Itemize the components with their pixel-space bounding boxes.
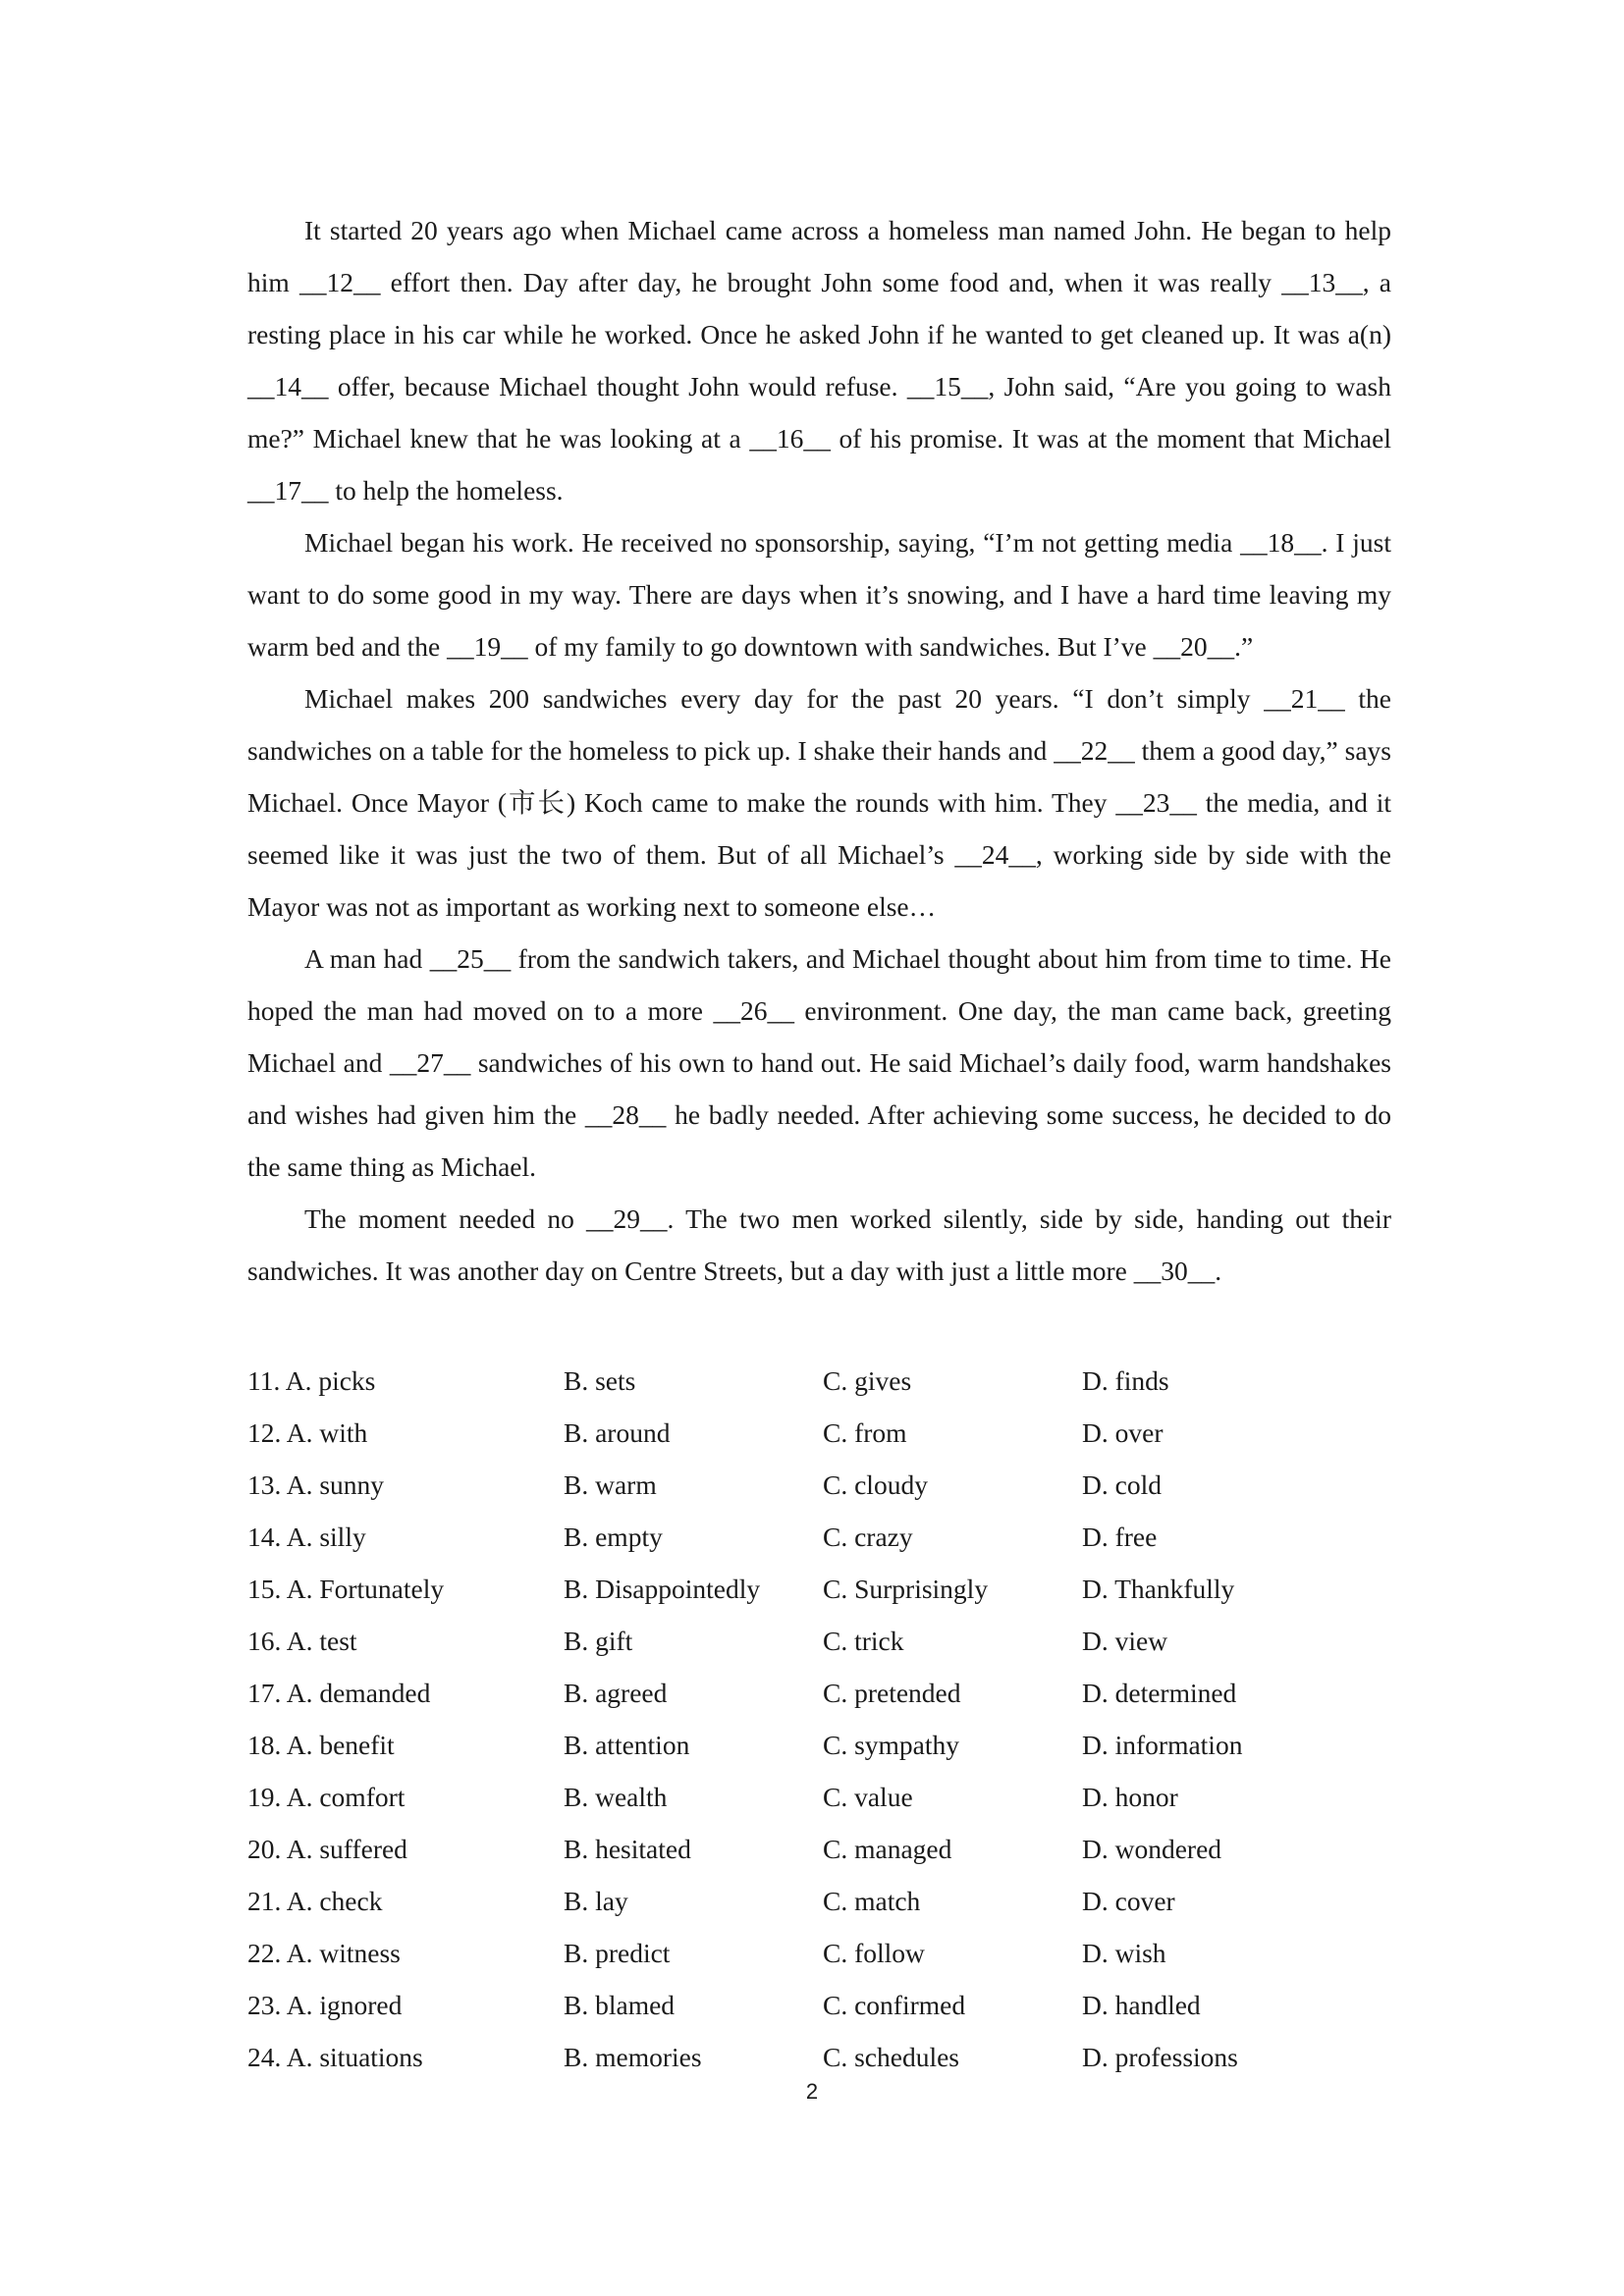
option-c: C. pretended <box>823 1678 961 1708</box>
option-d: D. professions <box>1082 2042 1238 2072</box>
option-d: D. information <box>1082 1730 1243 1760</box>
option-d: D. free <box>1082 1522 1158 1552</box>
passage-paragraph-5: The moment needed no __29__. The two men worked silently, side by side, handing out their sandwiches. It was another day on Centre Streets, but a day with just a little more __30__. <box>247 1203 1391 1286</box>
option-a: 18. A. benefit <box>247 1730 395 1760</box>
option-c: C. sympathy <box>823 1730 960 1760</box>
option-c: C. value <box>823 1782 913 1812</box>
option-b: B. attention <box>564 1730 690 1760</box>
option-b: B. sets <box>564 1365 636 1396</box>
option-row-11 <box>247 1355 1391 1407</box>
passage-paragraph-1: It started 20 years ago when Michael came across a homeless man named John. He began to help him __12__ effort then. Day after day, he brought John some food and, when it was really __13__, a resting place in his car while he worked. Once he asked John if he wanted to get cleaned up. It was a(n) __14__ offer, because Michael thought John would refuse. __15__, John said, “Are you going to wash me?” Michael knew that he was looking at a __16__ of his promise. It was at the moment that Michael __17__ to help the homeless. <box>247 215 1391 506</box>
option-b: B. hesitated <box>564 1834 691 1864</box>
option-c: C. trick <box>823 1626 904 1656</box>
option-a: 24. A. situations <box>247 2042 423 2072</box>
option-b: B. around <box>564 1417 671 1448</box>
option-d: D. determined <box>1082 1678 1237 1708</box>
option-row-13 <box>247 1459 1391 1511</box>
option-d: D. wish <box>1082 1938 1166 1968</box>
option-c: C. schedules <box>823 2042 960 2072</box>
option-row-23 <box>247 1979 1391 2031</box>
option-d: D. Thankfully <box>1082 1574 1235 1604</box>
option-a: 17. A. demanded <box>247 1678 431 1708</box>
option-c: C. gives <box>823 1365 912 1396</box>
option-b: B. predict <box>564 1938 671 1968</box>
passage-paragraph-3: Michael makes 200 sandwiches every day for the past 20 years. “I don’t simply __21__ the sandwiches on a table for the homeless to pick up. I shake their hands and __22__ them a good day,” says Michael. Once Mayor (市长) Koch came to make the rounds with him. They __23__ the media, and it seemed like it was just the two of them. But of all Michael’s __24__, working side by side with the Mayor was not as important as working next to someone else… <box>247 683 1391 922</box>
option-d: D. honor <box>1082 1782 1178 1812</box>
option-b: B. Disappointedly <box>564 1574 761 1604</box>
option-a: 13. A. sunny <box>247 1469 385 1500</box>
option-d: D. over <box>1082 1417 1164 1448</box>
option-c: C. managed <box>823 1834 952 1864</box>
option-b: B. blamed <box>564 1990 676 2020</box>
option-c: C. follow <box>823 1938 925 1968</box>
option-a: 12. A. with <box>247 1417 368 1448</box>
option-row-18 <box>247 1719 1391 1771</box>
option-c: C. from <box>823 1417 907 1448</box>
option-a: 19. A. comfort <box>247 1782 406 1812</box>
option-d: D. view <box>1082 1626 1168 1656</box>
option-b: B. warm <box>564 1469 657 1500</box>
option-b: B. memories <box>564 2042 702 2072</box>
option-d: D. cover <box>1082 1886 1175 1916</box>
option-a: 22. A. witness <box>247 1938 401 1968</box>
option-row-16 <box>247 1615 1391 1667</box>
option-c: C. confirmed <box>823 1990 966 2020</box>
option-row-12 <box>247 1407 1391 1459</box>
passage-paragraph-4: A man had __25__ from the sandwich takers, and Michael thought about him from time to time. He hoped the man had moved on to a more __26__ environment. One day, the man came back, greeting Michael and __27__ sandwiches of his own to hand out. He said Michael’s daily food, warm handshakes and wishes had given him the __28__ he badly needed. After achieving some success, he decided to do the same thing as Michael. <box>247 943 1391 1182</box>
page-number: 2 <box>805 2079 819 2104</box>
option-c: C. Surprisingly <box>823 1574 989 1604</box>
option-b: B. wealth <box>564 1782 668 1812</box>
option-a: 16. A. test <box>247 1626 357 1656</box>
option-c: C. crazy <box>823 1522 913 1552</box>
option-c: C. match <box>823 1886 921 1916</box>
option-b: B. gift <box>564 1626 633 1656</box>
option-row-15 <box>247 1563 1391 1615</box>
option-d: D. wondered <box>1082 1834 1222 1864</box>
passage-paragraph-2: Michael began his work. He received no sponsorship, saying, “I’m not getting media __18__. I just want to do some good in my way. There are days when it’s snowing, and I have a hard time leaving my warm bed and the __19__ of my family to go downtown with sandwiches. But I’ve __20__.” <box>247 527 1391 662</box>
option-row-20 <box>247 1823 1391 1875</box>
option-a: 23. A. ignored <box>247 1990 403 2020</box>
option-row-21 <box>247 1875 1391 1927</box>
option-row-24 <box>247 2031 1391 2083</box>
option-a: 14. A. silly <box>247 1522 366 1552</box>
option-d: D. cold <box>1082 1469 1162 1500</box>
option-a: 15. A. Fortunately <box>247 1574 445 1604</box>
answer-options <box>247 1355 1391 2083</box>
option-c: C. cloudy <box>823 1469 928 1500</box>
option-row-19 <box>247 1771 1391 1823</box>
option-a: 11. A. picks <box>247 1365 376 1396</box>
option-d: D. handled <box>1082 1990 1201 2020</box>
option-row-17 <box>247 1667 1391 1719</box>
option-b: B. empty <box>564 1522 663 1552</box>
option-b: B. agreed <box>564 1678 668 1708</box>
option-d: D. finds <box>1082 1365 1169 1396</box>
cloze-passage <box>247 204 1391 1297</box>
option-row-14 <box>247 1511 1391 1563</box>
option-a: 21. A. check <box>247 1886 383 1916</box>
option-row-22 <box>247 1927 1391 1979</box>
option-a: 20. A. suffered <box>247 1834 407 1864</box>
option-b: B. lay <box>564 1886 628 1916</box>
